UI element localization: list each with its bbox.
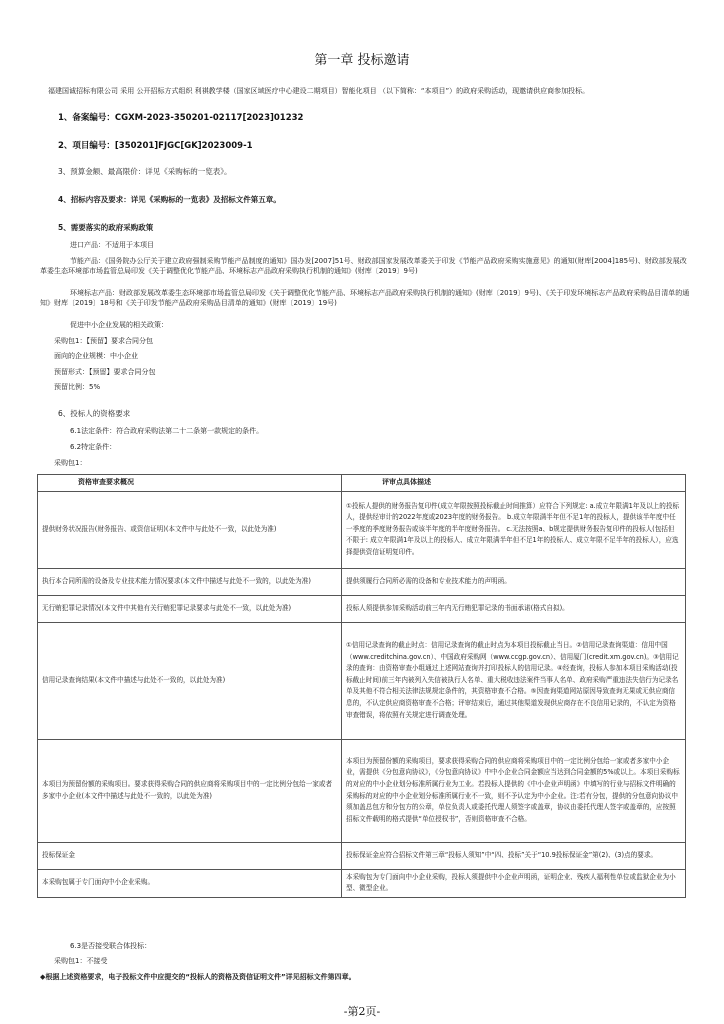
table-header-cell: 资格审查要求概况 — [38, 475, 342, 492]
page-number: -第2页- — [343, 1005, 381, 1018]
qualification-table — [37, 474, 686, 898]
policy-energy: 节能产品：《国务院办公厅关于建立政府强制采购节能产品制度的通知》国办发[2007]51号、财政部国家发展改革委关于印发《节能产品政府采购实施意见》的通知(财库[2004]185号)、财政部发展改革委生态环境部市场监管总局印发《关于调整优化节能产品、环境标志产品政府采购执行机制的通知》(财库〔2019〕9号) — [40, 257, 687, 275]
table-row — [38, 491, 686, 568]
reserve-form: 预留形式：【预留】要求合同分包 — [54, 368, 156, 376]
chapter-title: 第一章 投标邀请 — [314, 53, 410, 68]
table-cell-requirement: 执行本合同所需的设备及专业技术能力情况要求(本文件中描述与此处不一致的，以此处为准) — [38, 568, 342, 595]
procurement-content-heading: 4、招标内容及要求：详见《采购标的一览表》及招标文件第五章。 — [58, 195, 281, 204]
specific-conditions: 6.2特定条件： — [70, 443, 117, 451]
package-reserve: 采购包1：【预留】要求合同分包 — [54, 337, 153, 345]
submission-note: ◆根据上述资格要求，电子投标文件中应提交的“投标人的资格及资信证明文件”详见招标文件第四章。 — [40, 973, 356, 981]
table-cell-description: 投标保证金应符合招标文件第三章“投标人须知”中“四、投标”关于“10.9投标保证金”第(2)、(3)点的要求。 — [342, 842, 686, 869]
policy-environment: 环境标志产品：财政部发展改革委生态环境部市场监管总局印发《关于调整优化节能产品、环境标志产品政府采购执行机制的通知》(财库〔2019〕9号)、《关于印发环境标志产品政府采购品目清单的通知》财库〔2019〕18号和《关于印发节能产品政府采购品目清单的通知》(财库〔2019〕19号) — [40, 289, 690, 307]
policy-import: 进口产品：不适用于本项目 — [70, 241, 154, 249]
table-row — [38, 842, 686, 869]
table-row — [38, 595, 686, 622]
filing-number-heading: 1、备案编号：CGXM-2023-350201-02117[2023]01232 — [58, 113, 304, 123]
table-cell-requirement: 投标保证金 — [38, 842, 342, 869]
table-cell-requirement: 本项目为预留份额的采购项目。要求获得采购合同的供应商将采购项目中的一定比例分包给一家或者多家中小企业(本文件中描述与此处不一致的，以此处为准) — [38, 739, 342, 842]
table-cell-description: ①信用记录查询的截止时点：信用记录查询的截止时点为本项目投标截止当日。②信用记录查询渠道：信用中国（www.creditchina.gov.cn）、中国政府采购网（www.ccgp.gov.cn）、信用厦门(credit.xm.gov.cn)。③信用记录的查询：由资格审查小组通过上述网站查询并打印投标人的信用记录。④经查询，投标人参加本项目采购活动(投标截止时间)前三年内被列入失信被执行人名单、重大税收违法案件当事人名单、政府采购严重违法失信行为记录名单及其他不符合相关法律法规规定条件的，其资格审查不合格。⑤因查询渠道网站原因导致查询无果或无供应商信息的，不认定供应商资格审查不合格；评审结束后，通过其他渠道发现供应商存在不良信用记录的，不认定为资格审查错误，将依照有关规定进行调查处理。 — [342, 622, 686, 739]
project-number-heading: 2、项目编号：[350201]FJGC[GK]2023009-1 — [58, 141, 253, 151]
reserve-ratio: 预留比例：5% — [54, 383, 101, 391]
budget-heading: 3、预算金额、最高限价：详见《采购标的一览表》。 — [58, 167, 232, 176]
table-row — [38, 869, 686, 897]
table-cell-description: 本项目为预留份额的采购项目，要求获得采购合同的供应商将采购项目中的一定比例分包给一家或者多家中小企业，需提供《分包意向协议》，《分包意向协议》中中小企业合同金额应当达到合同金额的5%或以上。本项目采购标的对应的中小企业划分标准所属行业为工业。若投标人提供的《中小企业声明函》中填写的行业与招标文件明确的采购标的对应的中小企业划分标准所属行业不一致，则不予认定为中小企业。注:若有分包，提供的分包意向协议中须加盖总包方和分包方的公章，单位负责人或委托代理人须签字或盖章，协议由委托代理人签字或盖章的，应按照招标文件载明的格式提供“单位授权书”，否则资格审查不合格。 — [342, 739, 686, 842]
table-row — [38, 568, 686, 595]
policy-sme: 促进中小企业发展的相关政策： — [70, 321, 168, 329]
table-cell-requirement: 本采购包属于专门面向中小企业采购。 — [38, 869, 342, 897]
table-row — [38, 622, 686, 739]
package-label: 采购包1： — [54, 459, 87, 467]
joint-bid-heading: 6.3是否接受联合体投标： — [70, 942, 152, 950]
table-cell-description: 投标人须提供参加采购活动前三年内无行贿犯罪记录的书面承诺(格式自拟)。 — [342, 595, 686, 622]
table-cell-description: 提供须履行合同所必需的设备和专业技术能力的声明函。 — [342, 568, 686, 595]
intro-paragraph: 福建国诚招标有限公司 采用 公开招标方式组织 利祺教学楼（国家区域医疗中心建设二期项目）智能化项目 （以下简称：“本项目”）的政府采购活动，现邀请供应商参加投标。 — [48, 87, 590, 95]
table-cell-requirement: 信用记录查询结果(本文件中描述与此处不一致的，以此处为准) — [38, 622, 342, 739]
legal-conditions: 6.1法定条件：符合政府采购法第二十二条第一款规定的条件。 — [70, 427, 264, 435]
table-cell-requirement: 提供财务状况报告(财务报告、或资信证明)(本文件中与此处不一致，以此处为准) — [38, 491, 342, 568]
qualification-heading: 6、投标人的资格要求 — [58, 409, 131, 418]
table-header-row — [38, 475, 686, 492]
joint-bid-answer: 采购包1：不接受 — [54, 957, 108, 965]
table-cell-description: 本采购包为专门面向中小企业采购，投标人须提供中小企业声明函，证明企业、残疾人福利性单位或监狱企业为小型、微型企业。 — [342, 869, 686, 897]
table-header-cell: 评审点具体描述 — [342, 475, 686, 492]
table-row — [38, 739, 686, 842]
policy-heading: 5、需要落实的政府采购政策 — [58, 223, 154, 232]
sme-target: 面向的企业规模：中小企业 — [54, 352, 138, 360]
table-cell-description: ①投标人提供的财务报告复印件(成立年限按照投标截止时间推算）应符合下列规定: a.成立年限满1年及以上的投标人，提供经审计的2022年度或2023年度的财务报告。 b.成立年限满半年但不足1年的投标人，提供该半年度中任一季度的季度财务报告或该半年度的半年度财务报告。 c.无法按照a、b规定提供财务报告复印件的投标人(包括但不限于: 成立年限满1年及以上的投标人、成立年限满半年但不足1年的投标人、成立年限不足半年的投标人），应选择提供资信证明复印件。 — [342, 491, 686, 568]
table-cell-requirement: 无行贿犯罪记录情况(本文件中其他有关行贿犯罪记录要求与此处不一致，以此处为准) — [38, 595, 342, 622]
